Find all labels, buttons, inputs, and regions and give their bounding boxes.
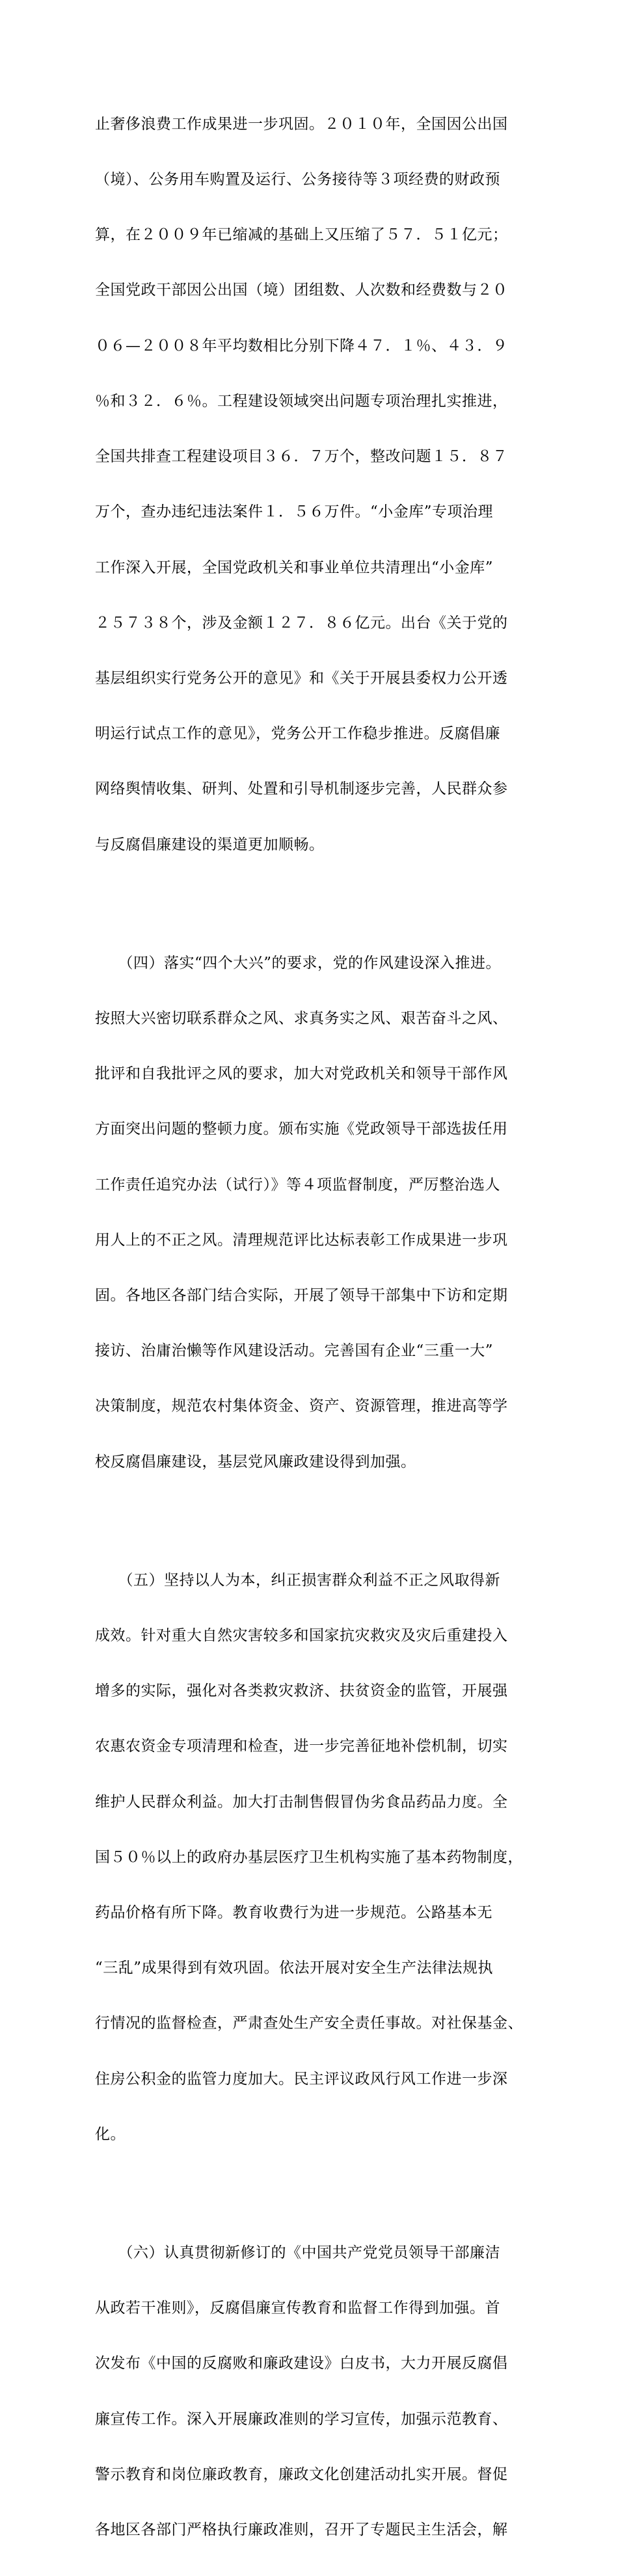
text-line: 从政若干准则》，反腐倡廉宣传教育和监督工作得到加强。首 xyxy=(95,2300,500,2317)
text-line: “三乱”成果得到有效巩固。依法开展对安全生产法律法规执 xyxy=(95,1959,494,1977)
text-line: ％和３２．６％。工程建设领域突出问题专项治理扎实推进， xyxy=(95,392,508,410)
text-line: 批评和自我批评之风的要求，加大对党政机关和领导干部作风 xyxy=(95,1065,508,1083)
text-line: 明运行试点工作的意见》，党务公开工作稳步推进。反腐倡廉 xyxy=(95,725,500,743)
document-body xyxy=(95,78,537,2576)
text-line: 万个，查办违纪违法案件１．５６万件。“小金库”专项治理 xyxy=(95,503,494,521)
text-line: （五）坚持以人为本，纠正损害群众利益不正之风取得新 xyxy=(95,1571,500,1589)
paragraph-cost-control xyxy=(95,78,537,891)
text-line: 全国共排查工程建设项目３６．７万个，整改问题１５．８７ xyxy=(95,448,508,466)
text-line: 工作深入开展，全国党政机关和事业单位共清理出“小金库” xyxy=(95,559,494,576)
paragraph-spacer xyxy=(95,2181,537,2207)
text-line: 药品价格有所下降。教育收费行为进一步规范。公路基本无 xyxy=(95,1904,492,1921)
text-line: 校反腐倡廉建设，基层党风廉政建设得到加强。 xyxy=(95,1453,416,1470)
paragraph-spacer xyxy=(95,1508,537,1534)
text-line: 国５０％以上的政府办基层医疗卫生机构实施了基本药物制度， xyxy=(95,1848,523,1866)
text-line: 固。各地区各部门结合实际，开展了领导干部集中下访和定期 xyxy=(95,1287,508,1304)
text-line: 按照大兴密切联系群众之风、求真务实之风、艰苦奋斗之风、 xyxy=(95,1009,508,1027)
text-line: 决策制度，规范农村集体资金、资产、资源管理，推进高等学 xyxy=(95,1398,508,1415)
text-line: 次发布《中国的反腐败和廉政建设》白皮书，大力开展反腐倡 xyxy=(95,2355,508,2372)
text-line: （六）认真贯彻新修订的《中国共产党党员领导干部廉洁 xyxy=(95,2244,500,2261)
text-line: 算，在２００９年已缩减的基础上又压缩了５７．５１亿元； xyxy=(95,226,508,244)
text-line: ０６—２００８年平均数相比分别下降４７．１％、４３．９ xyxy=(95,337,508,354)
text-line: （四）落实“四个大兴”的要求，党的作风建设深入推进。 xyxy=(95,954,502,972)
text-line: 与反腐倡廉建设的渠道更加顺畅。 xyxy=(95,836,325,853)
text-line: 警示教育和岗位廉政教育，廉政文化创建活动扎实开展。督促 xyxy=(95,2465,508,2483)
paragraph-spacer xyxy=(95,891,537,917)
text-line: 住房公积金的监管力度加大。民主评议政风行风工作进一步深 xyxy=(95,2070,508,2088)
text-line: 行情况的监督检查，严肃查处生产安全责任事故。对社保基金、 xyxy=(95,2015,523,2032)
text-line: 化。 xyxy=(95,2125,126,2143)
text-line: 全国党政干部因公出国（境）团组数、人次数和经费数与２０ xyxy=(95,282,508,299)
text-line: 方面突出问题的整顿力度。颁布实施《党政领导干部选拔任用 xyxy=(95,1121,508,1138)
text-line: 止奢侈浪费工作成果进一步巩固。２０１０年，全国因公出国 xyxy=(95,115,508,133)
text-line: 用人上的不正之风。清理规范评比达标表彰工作成果进一步巩 xyxy=(95,1231,508,1249)
paragraph-section-six xyxy=(95,2207,537,2576)
text-line: 网络舆情收集、研判、处置和引导机制逐步完善，人民群众参 xyxy=(95,780,508,798)
text-line: 增多的实际，强化对各类救灾救济、扶贫资金的监管，开展强 xyxy=(95,1682,508,1700)
text-line: 工作责任追究办法（试行）》等４项监督制度，严厉整治选人 xyxy=(95,1176,500,1193)
text-line: 农惠农资金专项清理和检查，进一步完善征地补偿机制，切实 xyxy=(95,1738,508,1755)
text-line: 维护人民群众利益。加大打击制售假冒伪劣食品药品力度。全 xyxy=(95,1793,508,1811)
text-line: 廉宣传工作。深入开展廉政准则的学习宣传，加强示范教育、 xyxy=(95,2410,508,2428)
paragraph-section-four xyxy=(95,917,537,1508)
text-line: （境）、公务用车购置及运行、公务接待等３项经费的财政预 xyxy=(95,171,500,189)
text-line: 成效。针对重大自然灾害较多和国家抗灾救灾及灾后重建投入 xyxy=(95,1627,508,1644)
text-line: 各地区各部门严格执行廉政准则，召开了专题民主生活会，解 xyxy=(95,2521,508,2538)
text-line: ２５７３８个，涉及金额１２７．８６亿元。出台《关于党的 xyxy=(95,614,508,631)
text-line: 基层组织实行党务公开的意见》和《关于开展县委权力公开透 xyxy=(95,670,508,687)
text-line: 接访、治庸治懒等作风建设活动。完善国有企业“三重一大” xyxy=(95,1342,494,1360)
paragraph-section-five xyxy=(95,1534,537,2181)
